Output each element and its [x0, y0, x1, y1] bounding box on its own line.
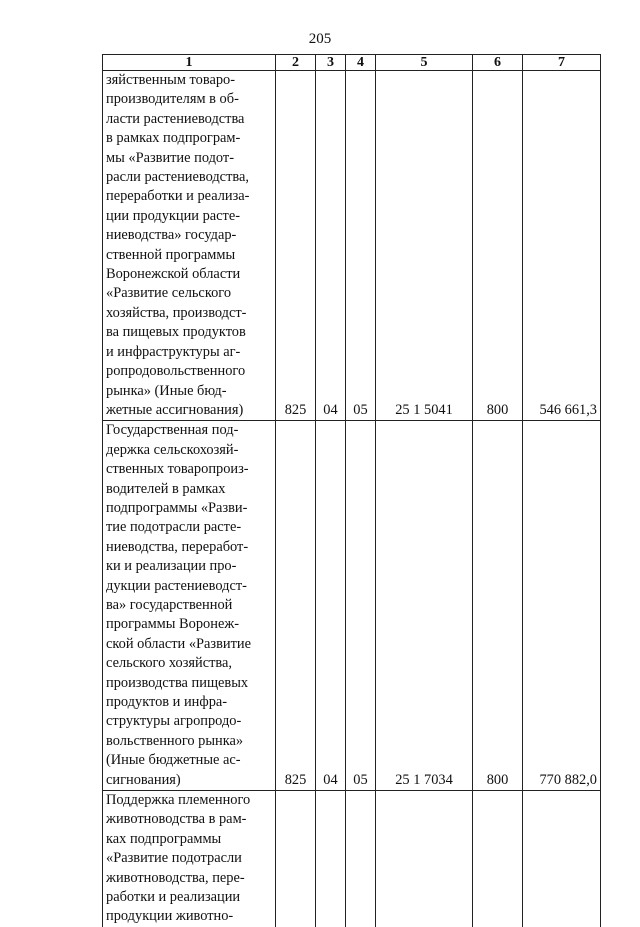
column-header: 4 — [346, 55, 376, 71]
column-header: 3 — [316, 55, 346, 71]
column-header: 7 — [523, 55, 601, 71]
table-row — [103, 71, 601, 421]
page-number: 205 — [308, 31, 332, 47]
cell-ministry-code: 825 — [276, 71, 316, 421]
cell-expense-type — [473, 791, 523, 927]
row-description: зяйственным товаро- производителям в об- ласти растениеводства в рамках подпрограм- мы «Развитие подот- расли растениеводства, переработки и реализа- ции продукции расте- ниеводства» государ- ственной программы Воронежской области «Развитие сельского хозяйства, производст- ва пищевых продуктов и инфраструктуры аг- ропродовольственного рынка» (Иные бюд- жетные ассигнования) — [103, 71, 276, 421]
budget-table — [102, 54, 601, 927]
cell-section — [316, 791, 346, 927]
cell-subsection: 05 — [346, 421, 376, 791]
cell-amount: 770 882,0 — [523, 421, 601, 791]
cell-target-article: 25 1 5041 — [376, 71, 473, 421]
column-header: 1 — [103, 55, 276, 71]
cell-ministry-code — [276, 791, 316, 927]
cell-expense-type: 800 — [473, 71, 523, 421]
header-row — [103, 55, 601, 71]
cell-section: 04 — [316, 421, 346, 791]
cell-section: 04 — [316, 71, 346, 421]
column-header: 2 — [276, 55, 316, 71]
cell-target-article: 25 1 7034 — [376, 421, 473, 791]
table-row — [103, 421, 601, 791]
cell-amount: 546 661,3 — [523, 71, 601, 421]
cell-amount — [523, 791, 601, 927]
cell-subsection: 05 — [346, 71, 376, 421]
cell-target-article — [376, 791, 473, 927]
row-description: Государственная под- держка сельскохозяй- ственных товаропроиз- водителей в рамках подпрограммы «Разви- тие подотрасли расте- ниеводства, переработ- ки и реализации про- дукции растениеводст- ва» государственной программы Воронеж- ской области «Развитие сельского хозяйства, производства пищевых продуктов и инфра- структуры агропродо- вольственного рынка» (Иные бюджетные ас- сигнования) — [103, 421, 276, 791]
column-header: 5 — [376, 55, 473, 71]
column-header: 6 — [473, 55, 523, 71]
cell-subsection — [346, 791, 376, 927]
cell-expense-type: 800 — [473, 421, 523, 791]
cell-ministry-code: 825 — [276, 421, 316, 791]
row-description: Поддержка племенного животноводства в рам- ках подпрограммы «Развитие подотрасли животноводства, пере- работки и реализации продукции животно- — [103, 791, 276, 927]
table-row — [103, 791, 601, 927]
